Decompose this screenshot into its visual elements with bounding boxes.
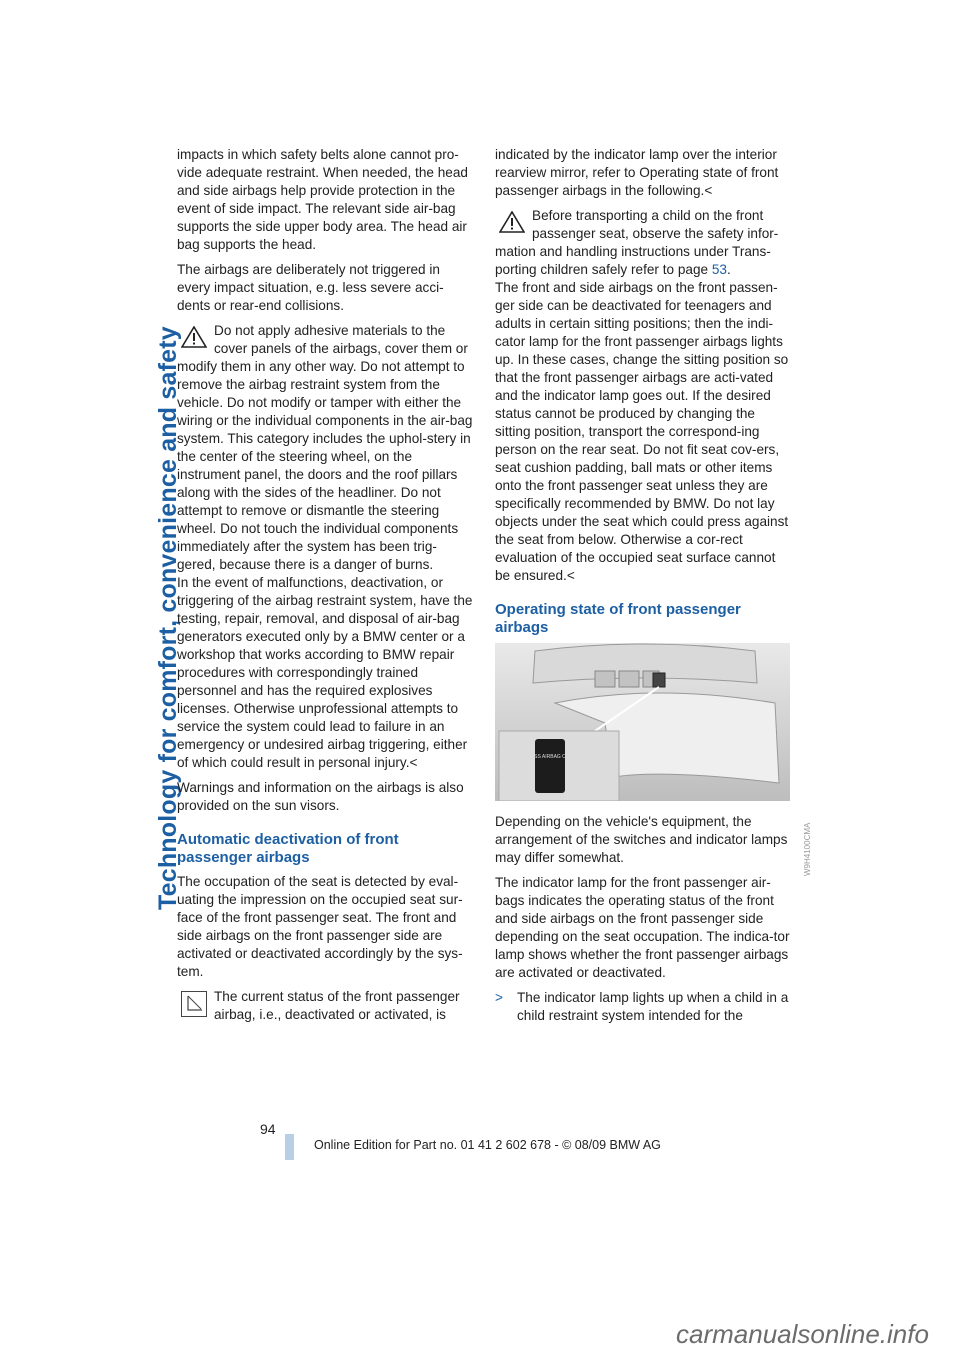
paragraph-text: The front and side airbags on the front passen-ger side can be deactivated for teenagers and adults in certain sitting positions; then the indi-cator lamp for the front passenger airbags lights up. In these cases, change the sitting position so that the front passenger airbags are acti-vated and the indicator lamp goes out. If the desired status cannot be produced by changing the sitting position, transport the correspond-ing person on the rear seat. Do not fit seat cov-ers, seat cushion padding, ball mats or other items onto the front passenger seat unless they are specifically recommended by BMW. Do not lay objects under the seat which could press against the seat from below. Otherwise a cor-rect evaluation of the occupied seat surface cannot be ensured.: [495, 280, 789, 583]
paragraph: The airbags are deliberately not triggered in every impact situation, e.g. less severe acci-dents or rear-end collisions.: [177, 262, 444, 313]
note-icon: [181, 991, 207, 1017]
section-heading: Operating state of front passenger airbags: [495, 601, 741, 636]
warning-paragraph: [177, 574, 473, 772]
paragraph: The occupation of the seat is detected by eval-uating the impression on the occupied seat sur-face of the front passenger seat. The front and side airbags on the front passenger side are activated or deactivated accordingly by the sys-tem.: [177, 874, 463, 979]
bullet-item: [495, 989, 791, 1025]
warning-text-continued: modify them in any other way. Do not attempt to remove the airbag restraint system from the vehicle. Do not modify or tamper with either the wiring or the individual components in the air-bag system. This category includes the uphol-stery in the center of the steering wheel, on the instrument panel, the doors and the roof pillars along with the sides of the headliner. Do not attempt to remove or dismantle the steering wheel. Do not touch the individual components immediately after the system has been trig-gered, because there is a danger of burns.: [177, 359, 473, 572]
bullet-mark: >: [495, 990, 503, 1005]
figure-code: [801, 806, 815, 876]
chapter-title-text: Technology for comfort, convenience and safety: [154, 326, 182, 910]
indicator-lamp: [653, 673, 665, 687]
warning-block: Before transporting a child on the front passenger seat, observe the safety infor- mation and handling instructions under Trans-porting children safely refer to page 53.: [495, 207, 791, 279]
note-text: The current status of the front passenger airbag, i.e., deactivated or activated, is: [214, 989, 460, 1022]
warning-text-continued: mation and handling instructions under Trans-porting children safely refer to page: [495, 244, 771, 277]
bullet-text: The indicator lamp lights up when a child in a child restraint system intended for the: [517, 990, 789, 1023]
paragraph: Depending on the vehicle's equipment, the arrangement of the switches and indicator lamps may differ somewhat.: [495, 814, 788, 865]
section-heading: Automatic deactivation of front passenger airbags: [177, 831, 399, 866]
end-mark: <: [409, 755, 418, 770]
console-illustration: [495, 643, 790, 801]
footer-text: Online Edition for Part no. 01 41 2 602 678 - © 08/09 BMW AG: [314, 1138, 661, 1152]
paragraph: The indicator lamp for the front passenger air-bags indicates the operating status of the front and side airbags on the front passenger side depending on the seat occupation. The indica-tor lamp shows whether the front passenger airbags are activated or deactivated.: [495, 875, 790, 980]
warning-text-start: Before transporting a child on the front passenger seat, observe the safety infor-: [532, 208, 779, 241]
paragraph: [495, 279, 791, 585]
side-chapter-title: [98, 30, 182, 910]
left-column: [177, 146, 473, 1024]
warning-text-start: Do not apply adhesive materials to the cover panels of the airbags, cover them or: [214, 323, 468, 356]
lamp-label: PASS AIRBAG OFF: [527, 754, 573, 760]
warning-text-2: In the event of malfunctions, deactivation, or triggering of the airbag restraint system, have the testing, repair, removal, and disposal of air-bag generators executed only by a BMW center or a workshop that works according to BMW repair procedures with correspondingly trained personnel and has the required explosives licenses. Otherwise unprofessional attempts to service the system could lead to failure in an emergency or undesired airbag triggering, either of which could result in personal injury.: [177, 575, 473, 770]
paragraph: Warnings and information on the airbags is also provided on the sun visors.: [177, 780, 464, 813]
page-number: 94: [260, 1121, 276, 1137]
note-block: [177, 988, 473, 1024]
right-column: [495, 146, 791, 1032]
paragraph: [495, 146, 791, 200]
paragraph-text: indicated by the indicator lamp over the interior rearview mirror, refer to Operating state of front passenger airbags in the following.: [495, 147, 779, 198]
footer-bar: [285, 1134, 294, 1160]
warning-triangle-icon: [181, 326, 207, 348]
paragraph: impacts in which safety belts alone cannot pro-vide adequate restraint. When needed, the head and side airbags help provide protection in the event of side impact. The relevant side air-bag supports the side upper body area. The head air bag supports the head.: [177, 147, 468, 252]
end-mark: <: [704, 183, 713, 198]
page-link[interactable]: 53: [711, 262, 727, 277]
end-mark: <: [566, 568, 575, 583]
warning-block: [177, 322, 473, 574]
watermark: carmanualsonline.info: [676, 1319, 929, 1349]
figure-code-text: W9H4100CMA: [803, 822, 812, 876]
warning-triangle-icon: [499, 211, 525, 233]
overhead-console-figure: [495, 643, 790, 801]
